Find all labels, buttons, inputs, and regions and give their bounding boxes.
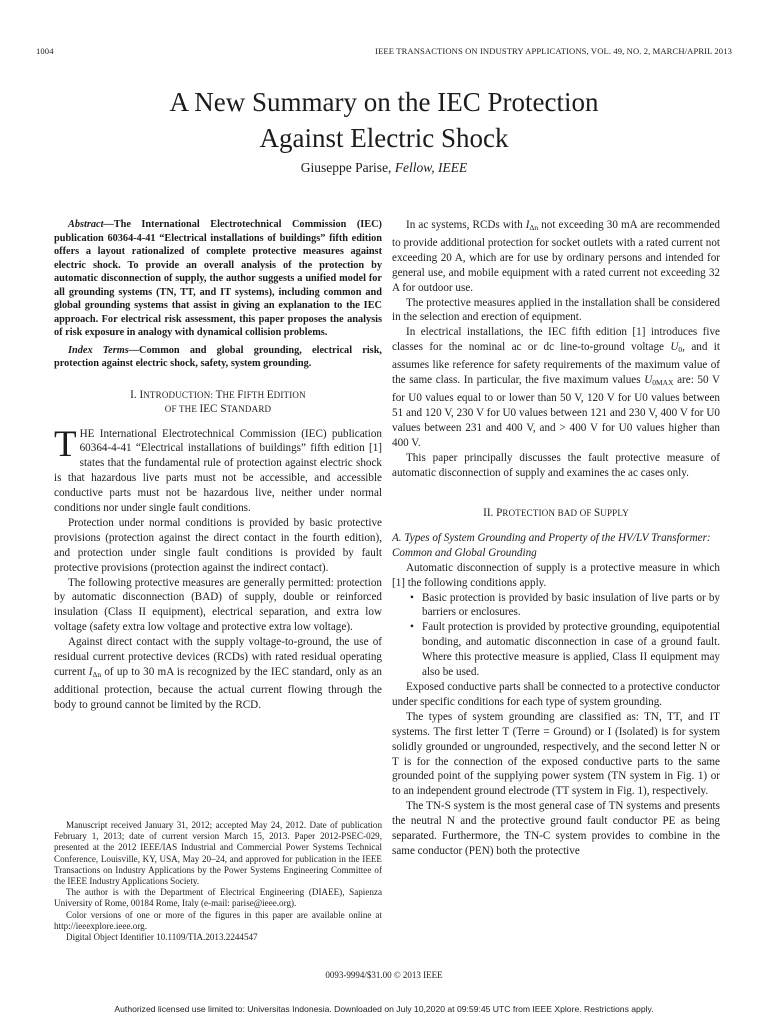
- measures-paragraph: The protective measures applied in the installation shall be considered in the selection and erection of equipment.: [392, 296, 720, 324]
- list-item: • Basic protection is provided by basic insulation of live parts or by barriers or enclosures.: [412, 591, 720, 621]
- index-terms-text: Common and global grounding, electrical risk, protection against electric shock, safety, system grounding.: [54, 344, 382, 369]
- section-1-line-1: I. INTRODUCTION: THE FIFTH EDITION: [130, 388, 306, 401]
- intro-paragraph-3: The following protective measures are generally permitted: protection by automatic disconnection (BAD) of supply, double or reinforced insulation (Class II equipment), electrical separation, and extra low voltage (safety extra low voltage and protective extra low voltage).: [54, 576, 382, 634]
- list-item: • Fault protection is provided by protective grounding, equipotential bonding, and automatic disconnection in case of a ground fault. Where this protective measure is applied, Class II equipment may also be used.: [412, 620, 720, 680]
- voltage-classes-paragraph: In electrical installations, the IEC fifth edition [1] introduces five classes for the nominal ac or dc line-to-ground voltage $U_0$, and it assumes like reference for safety requirements of the maximum value of the same class. In particular, the five maximum values $U_{0MAX}$ are: 50 V for U0 values equal to or lower than 50 V, 120 V for U0 values between 51 and 120 V, 230 V for U0 values between 121 and 230 V, 400 V for U0 values between 231 and 400 V, and > 400 V for U0 values higher than 400 V.: [392, 326, 720, 449]
- section-1-line-2: OF THE IEC STANDARD: [164, 403, 272, 415]
- tns-paragraph: The TN-S system is the most general case of TN systems and presents the neutral N and the protective ground fault conductor PE as being separated. Furthermore, the TN-C system provides to combine in the same conductor (PEN) both the protective: [392, 800, 720, 857]
- paper-title: [0, 84, 768, 156]
- disconnection-paragraph: Automatic disconnection of supply is a protective measure in which [1] the following conditions apply.: [392, 561, 720, 589]
- author-line: [0, 160, 768, 176]
- title-line-1: A New Summary on the IEC Protection: [169, 87, 599, 117]
- drop-cap: T: [54, 423, 77, 465]
- right-column: [392, 218, 720, 859]
- rcd-paragraph: In ac systems, RCDs with $I_{\Delta n}$ not exceeding 30 mA are recommended to provide additional protection for socket outlets with a rated current not exceeding 20 A, which are for use by ordinary persons and intended for general use, and mobile equipment with a rated current not exceeding 32 A for outdoor use.: [392, 219, 720, 294]
- left-column: [54, 218, 382, 713]
- authorized-notice: Authorized licensed use limited to: Universitas Indonesia. Downloaded on July 10,2020 at 09:59:45 UTC from IEEE Xplore. Restrictions apply.: [114, 1004, 654, 1014]
- journal-header: IEEE TRANSACTIONS ON INDUSTRY APPLICATIONS, VOL. 49, NO. 2, MARCH/APRIL 2013: [375, 46, 732, 56]
- abstract-label: Abstract—: [68, 219, 114, 230]
- index-terms-label: Index Terms—: [68, 344, 140, 356]
- price-line: 0093-9994/$31.00 © 2013 IEEE: [325, 970, 443, 980]
- scope-paragraph: This paper principally discusses the fault protective measure of automatic disconnection of supply and examines the ac cases only.: [392, 451, 720, 479]
- footnote-doi: Digital Object Identifier 10.1109/TIA.2013.2244547: [66, 932, 258, 943]
- section-1-heading: [54, 388, 382, 417]
- footnote-block: [54, 820, 382, 943]
- intro-paragraph-4: Against direct contact with the supply voltage-to-ground, the use of residual current protective devices (RCDs) with rated residual operating current $I_{\Delta n}$ of up to 30 mA is recognized by the IEC standard, only as an additional protection, because the actual current flowing through the body to ground cannot be limited by the RCD.: [54, 636, 382, 711]
- author-name: Giuseppe Parise,: [300, 160, 392, 175]
- section-2-heading: II. PROTECTION BAD OF SUPPLY: [483, 507, 629, 520]
- footnote-color: Color versions of one or more of the figures in this paper are available online at http://ieeexplore.ieee.org.: [54, 909, 382, 931]
- page-number: 1004: [36, 46, 54, 56]
- intro-paragraph-1: THE International Electrotechnical Commission (IEC) publication 60364-4-41 “Electrical installations of buildings” fifth edition [1] states that the fundamental rule of protection against electric shock is that hazardous live parts must not be accessible, and accessible conductive parts must not be hazardous live, neither under normal conditions nor under single fault conditions.: [54, 423, 382, 515]
- subsection-a-heading: A. Types of System Grounding and Property of the HV/LV Transformer: Common and Global Grounding: [392, 531, 711, 559]
- intro-paragraph-2: Protection under normal conditions is provided by basic protective provisions (protection against the direct contact in the fourth edition), and protection under single fault conditions is provided by fault protective provisions (protection against the indirect contact).: [54, 516, 382, 574]
- footnote-author: The author is with the Department of Electrical Engineering (DIAEE), Sapienza University of Rome, 00184 Rome, Italy (e-mail: parise@ieee.org).: [54, 887, 382, 909]
- author-affiliation: Fellow, IEEE: [394, 160, 468, 175]
- conditions-list: [392, 591, 720, 680]
- abstract: [54, 218, 382, 340]
- exposed-parts-paragraph: Exposed conductive parts shall be connected to a protective conductor under specific conditions for each type of system grounding.: [392, 680, 720, 708]
- grounding-types-paragraph: The types of system grounding are classified as: TN, TT, and IT systems. The first letter T (Terre = Ground) or I (Isolated) is for system solidly grounded or ungrounded, respectively, and the second letter N or T is for the connection of the exposed conductive parts to the same grounded point of the supplying power system (TN system in Fig. 1) or to an independent ground electrode (TT system in Fig. 1), respectively.: [392, 710, 720, 798]
- abstract-text: The International Electrotechnical Commission (IEC) publication 60364-4-41 “Electrical installations of buildings” fifth edition offers a layout rationalized of complete protective measures against electric shock. To provide an overall analysis of the protection by automatic disconnection of supply, the author suggests a unified model for all grounding systems (TN, TT, and IT systems), including common and global grounding systems that assist in giving an explanation to the IEC approach. For electrical risk assessment, this paper proposes the analysis of risk exposure in analogy with dynamical collision problems.: [54, 219, 382, 338]
- title-line-2: Against Electric Shock: [259, 123, 509, 153]
- index-terms: [54, 344, 382, 371]
- footnote-manuscript: Manuscript received January 31, 2012; accepted May 24, 2012. Date of publication February 1, 2013; date of current version March 15, 2013. Paper 2012-PSEC-029, presented at the 2012 IEEE/IAS Industrial and Commercial Power Systems Technical Conference, Louisville, KY, USA, May 20–24, and approved for publication in the IEEE Transactions on Industry Applications by the Power Systems Engineering Committee of the IEEE Industry Applications Society.: [54, 820, 382, 887]
